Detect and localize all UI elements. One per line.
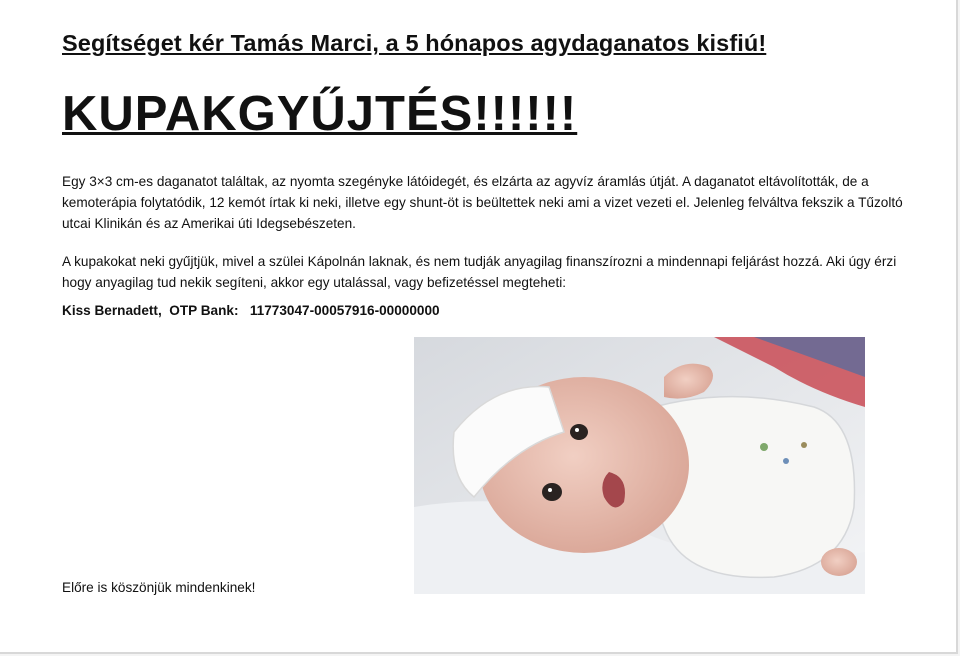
bank-account-line: Kiss Bernadett, OTP Bank: 11773047-00057916-00000000 (62, 303, 440, 318)
donation-paragraph: A kupakokat neki gyűjtjük, mivel a szülei Kápolnán laknak, és nem tudják anyagilag finanszírozni a mindennapi feljárást hozzá. Aki úgy érzi hogy anyagilag tud nekik segíteni, akkor egy utalással, vagy befizetéssel megteheti: (62, 254, 897, 290)
baby-photo-illustration (414, 337, 865, 594)
story-paragraph: Egy 3×3 cm-es daganatot találtak, az nyomta szegényke látóidegét, és elzárta az agyvíz áramlás útját. A daganatot eltávolították, de a kemoterápia folytatódik, 12 kemót írtak ki neki, illetve egy shunt-öt is beültettek neki ami a vizet vezeti el. Jelenleg felváltva fekszik a Tűzoltó utcai Klinikán és az Amerikai úti Idegsebészeten. (62, 174, 903, 231)
thanks-line: Előre is köszönjük mindenkinek! (62, 580, 256, 595)
poster-subtitle: Segítséget kér Tamás Marci, a 5 hónapos agydaganatos kisfiú! (62, 30, 767, 56)
baby-photo (414, 337, 865, 594)
poster-headline: KUPAKGYŰJTÉS!!!!!! (62, 87, 578, 141)
